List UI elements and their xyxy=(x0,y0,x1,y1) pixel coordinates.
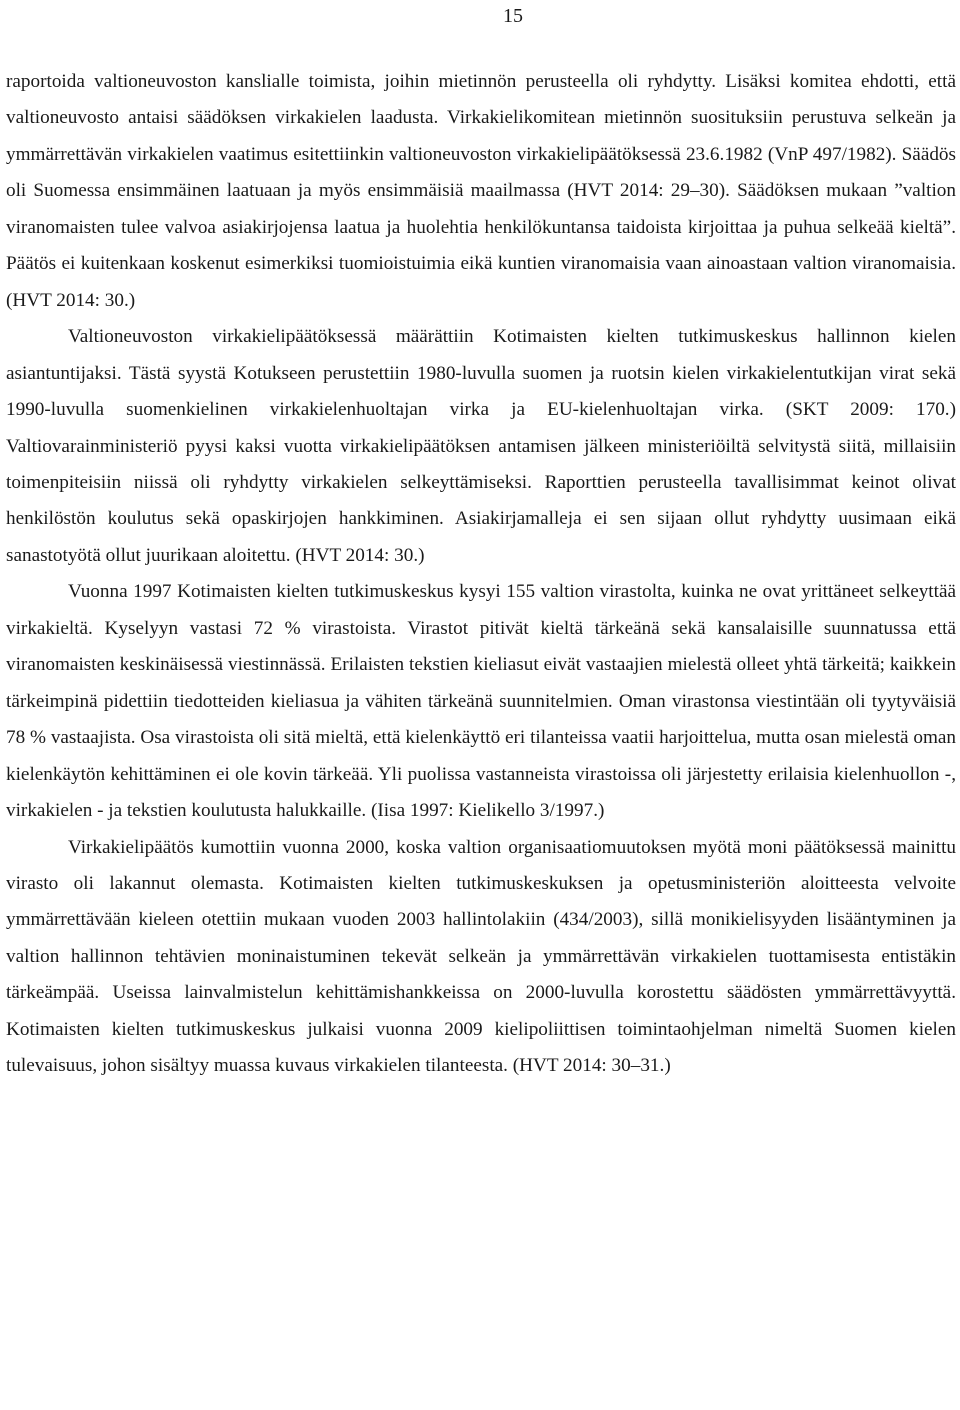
paragraph: Valtioneuvoston virkakielipäätöksessä määrättiin Kotimaisten kielten tutkimuskeskus hallinnon kielen asiantuntijaksi. Tästä syystä Kotukseen perustettiin 1980-luvulla suomen ja ruotsin kielen virkakielentutkijan virat sekä 1990-luvulla suomenkielinen virkakielenhuoltajan virka ja EU-kielenhuoltajan virka. (SKT 2009: 170.) Valtiovarainministeriö pyysi kaksi vuotta virkakielipäätöksen antamisen jälkeen ministeriöiltä selvitystä siitä, millaisiin toimenpiteisiin niissä oli ryhdytty virkakielen selkeyttämiseksi. Raporttien perusteella tavallisimmat keinot olivat henkilöstön koulutus sekä opaskirjojen hankkiminen. Asiakirjamalleja ei sen sijaan ollut ryhdytty uusimaan eikä sanastotyötä ollut juurikaan aloitettu. (HVT 2014: 30.) xyxy=(6,326,956,566)
page-number: 15 xyxy=(503,5,523,27)
paragraph: Virkakielipäätös kumottiin vuonna 2000, koska valtion organisaatiomuutoksen myötä moni päätöksessä mainittu virasto oli lakannut olemasta. Kotimaisten kielten tutkimuskeskuksen ja opetusministeriön aloitteesta velvoite ymmärrettävään kieleen otettiin mukaan vuoden 2003 hallintolakiin (434/2003), sillä monikielisyyden lisääntyminen ja valtion hallinnon tehtävien moninaistuminen tekevät selkeän ja ymmärrettävän virkakielen tuottamisesta entistäkin tärkeämpää. Useissa lainvalmistelun kehittämishankkeissa on 2000-luvulla korostettu säädösten ymmärrettävyyttä. Kotimaisten kielten tutkimuskeskus julkaisi vuonna 2009 kielipoliittisen toimintaohjelman nimeltä Suomen kielen tulevaisuus, johon sisältyy muassa kuvaus virkakielen tilanteesta. (HVT 2014: 30–31.) xyxy=(6,836,956,1077)
paragraph: Vuonna 1997 Kotimaisten kielten tutkimuskeskus kysyi 155 valtion virastolta, kuinka ne ovat yrittäneet selkeyttää virkakieltä. Kyselyyn vastasi 72 % virastoista. Virastot pitivät kieltä tärkeänä sekä kansalaisille suunnatussa että viranomaisten keskinäisessä viestinnässä. Erilaisten tekstien kieliasut eivät vastaajien mielestä olleet yhtä tärkeitä; kaikkein tärkeimpinä pidettiin tiedotteiden kieliasua ja vähiten tärkeänä suunnitelmien. Oman virastonsa viestintään oli tyytyväisiä 78 % vastaajista. Osa virastoista oli sitä mieltä, että kielenkäyttö eri tilanteissa vaatii harjoittelua, mutta osan mielestä oman kielenkäytön kehittäminen ei ole kovin tärkeää. Yli puolissa vastanneista virastoissa oli järjestetty erilaisia kielenhuollon -, virkakielen - ja tekstien koulutusta halukkaille. (Iisa 1997: Kielikello 3/1997.) xyxy=(6,581,956,822)
body-text xyxy=(6,64,956,1085)
paragraph: raportoida valtioneuvoston kanslialle toimista, joihin mietinnön perusteella oli ryhdytty. Lisäksi komitea ehdotti, että valtioneuvosto antaisi säädöksen virkakielen laadusta. Virkakielikomitean mietinnön suosituksiin perustuva selkeän ja ymmärrettävän virkakielen vaatimus esitettiinkin valtioneuvoston virkakielipäätöksessä 23.6.1982 (VnP 497/1982). Säädös oli Suomessa ensimmäinen laatuaan ja myös ensimmäisiä maailmassa (HVT 2014: 29–30). Säädöksen mukaan ”valtion viranomaisten tulee valvoa asiakirjojensa laatua ja huolehtia henkilökuntansa taidoista kirjoittaa ja puhua selkeää kieltä”. Päätös ei kuitenkaan koskenut esimerkiksi tuomioistuimia eikä kuntien viranomaisia vaan ainoastaan valtion viranomaisia. (HVT 2014: 30.) xyxy=(6,71,956,311)
